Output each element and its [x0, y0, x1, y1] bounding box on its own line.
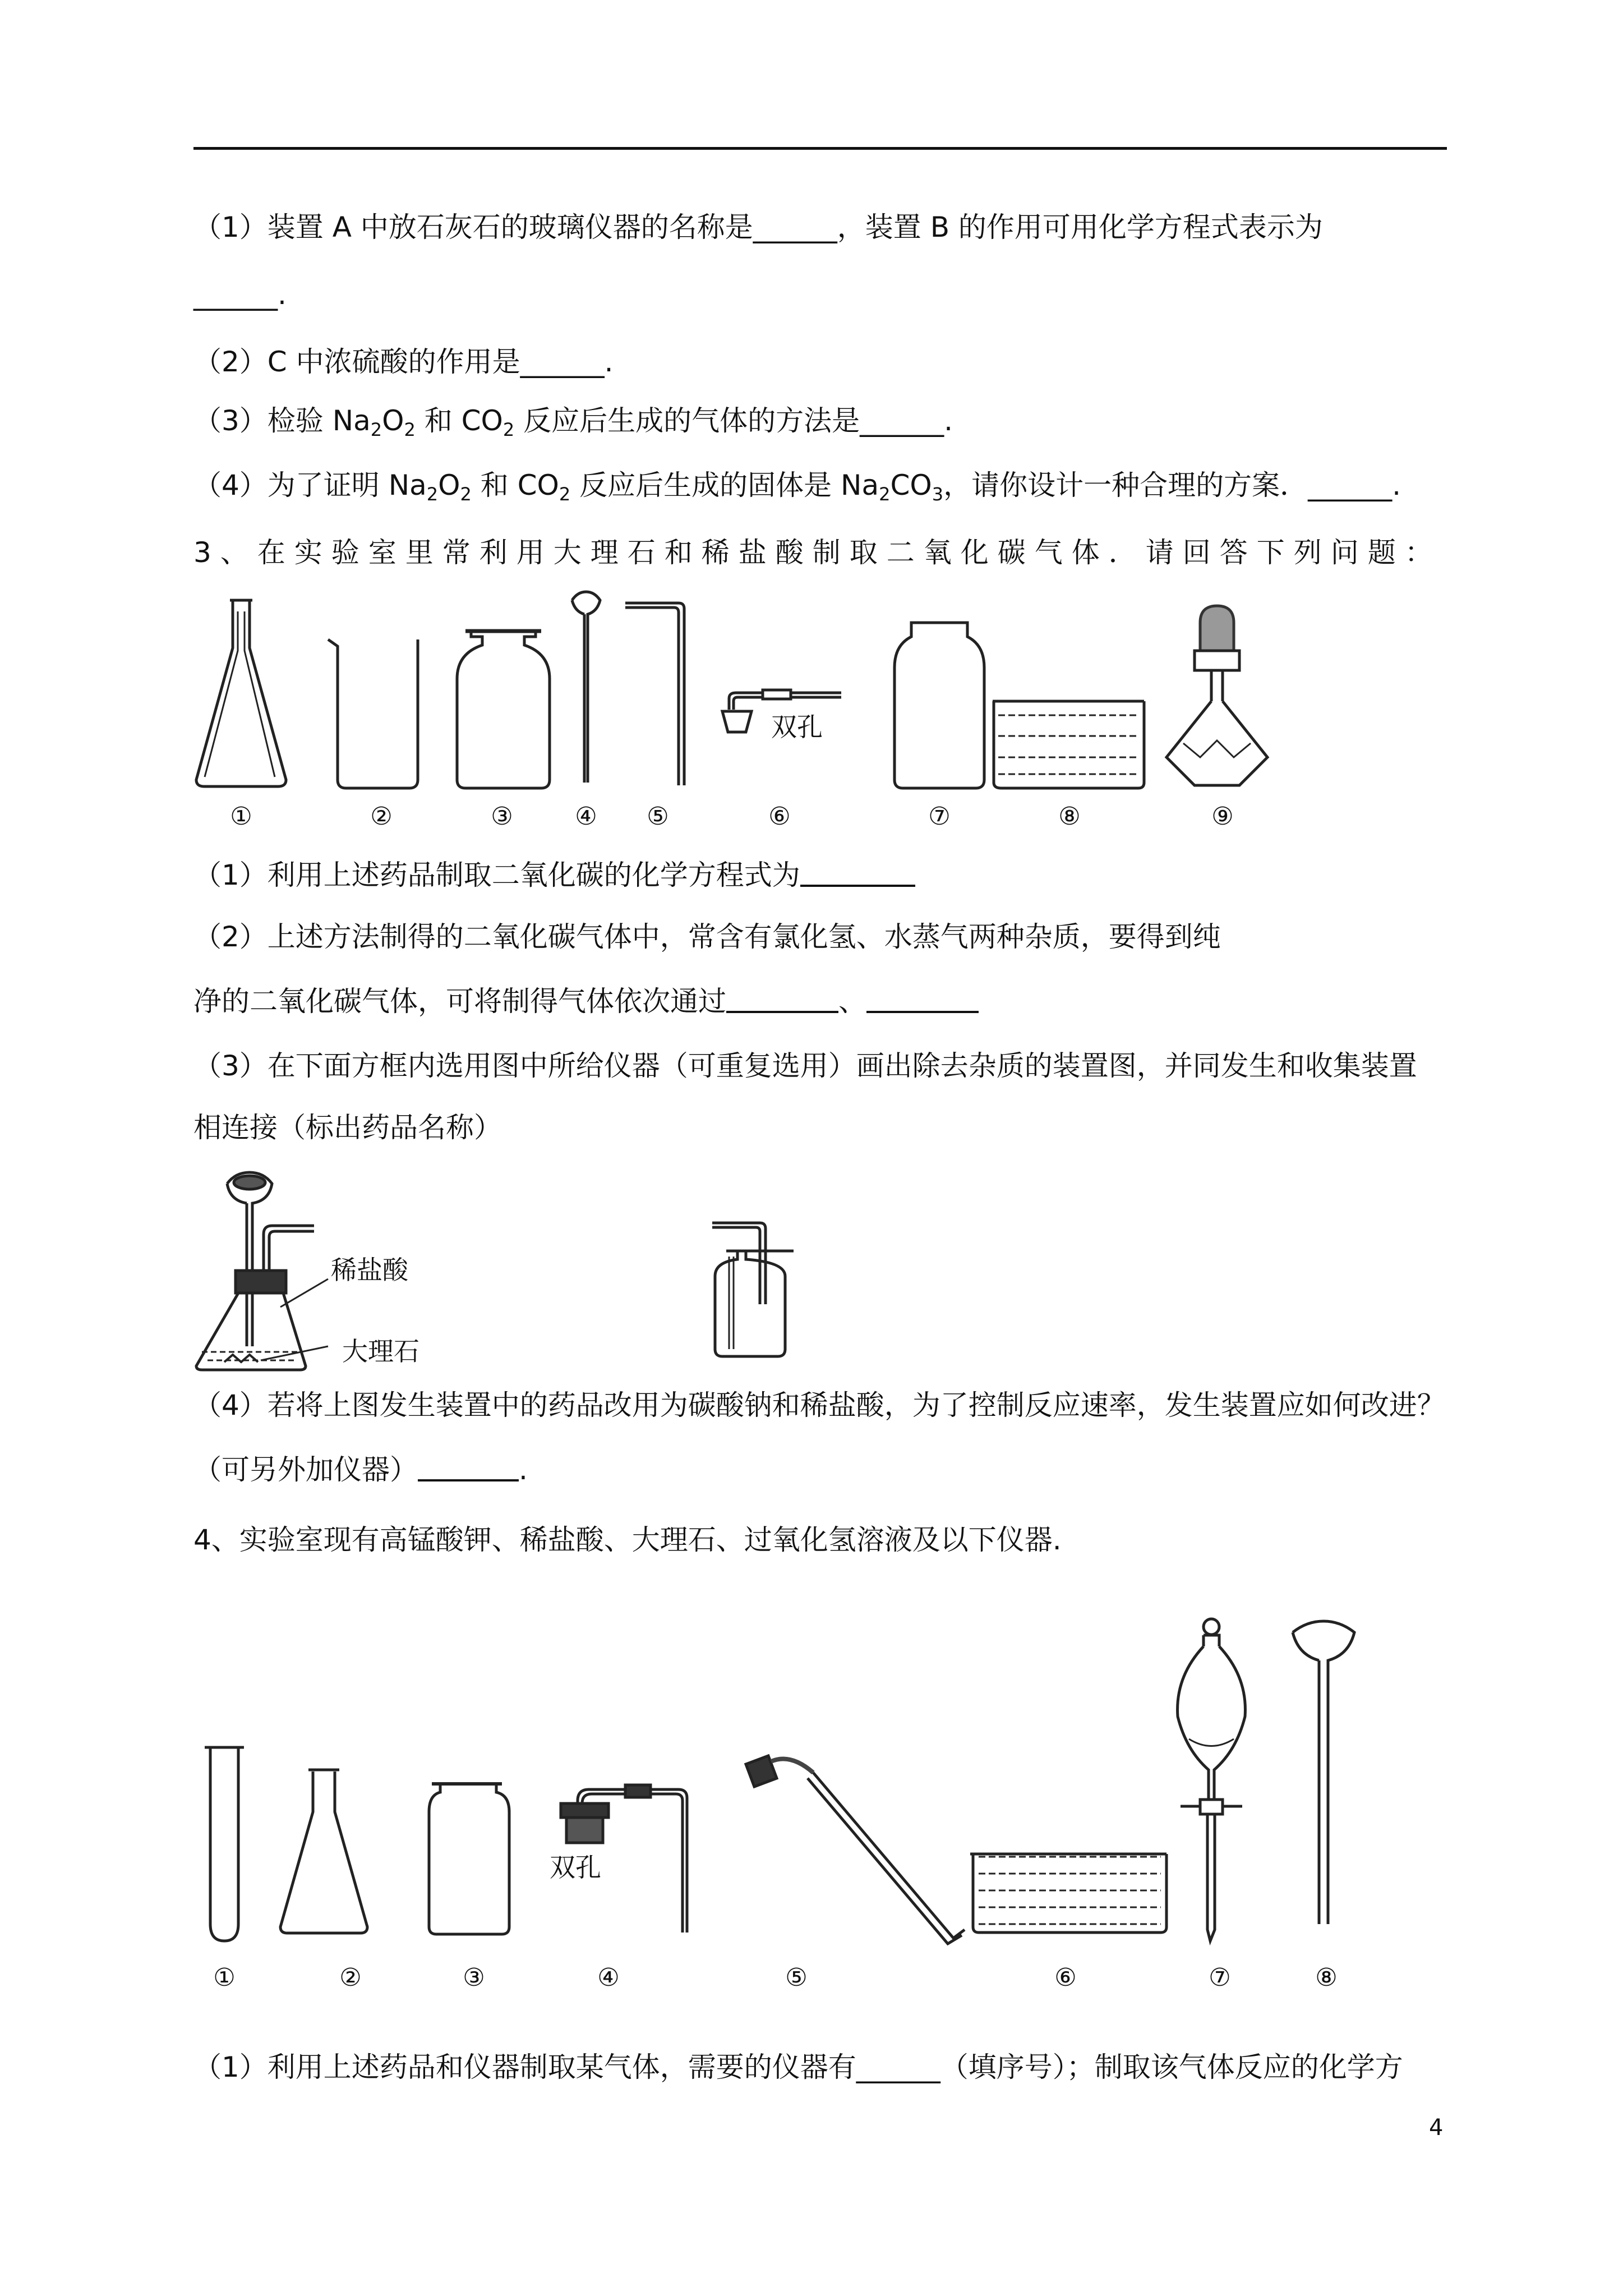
- q4-label-5: ⑤: [785, 1963, 808, 1992]
- q2-line-1a: （1）装置 A 中放石灰石的玻璃仪器的名称是______，装置 B 的作用可用化学方程式表示为: [193, 211, 1323, 243]
- test-tube-icon: [205, 1747, 244, 1941]
- q2-line-2: （2）C 中浓硫酸的作用是______.: [193, 346, 614, 378]
- q3-label-4: ④: [575, 802, 597, 831]
- q3-label-1: ①: [230, 802, 252, 831]
- beaker-icon: [328, 639, 418, 788]
- q3-p4b: （可另外加仪器） .: [193, 1453, 528, 1486]
- q3-p2a: （2）上述方法制得的二氧化碳气体中，常含有氯化氢、水蒸气两种杂质，要得到纯: [193, 921, 1221, 953]
- q2-line-3: （3）检验 $Na_2O_2$ 和 $CO_2$ 反应后生成的气体的方法是______.: [193, 404, 953, 440]
- double-hole-label: 双孔: [771, 712, 823, 742]
- q4-intro: 4、实验室现有高锰酸钾、稀盐酸、大理石、过氧化氢溶液及以下仪器.: [193, 1524, 1062, 1556]
- double-hole-label: 双孔: [550, 1852, 601, 1883]
- separatory-funnel-icon: [1178, 1619, 1246, 1941]
- q3-label-5: ⑤: [647, 802, 669, 831]
- water-trough-icon: [993, 701, 1144, 788]
- rubber-tube-and-bent-tube-icon: [746, 1756, 965, 1944]
- q3-p2b: 净的二氧化碳气体，可将制得气体依次通过 、: [193, 984, 979, 1018]
- conical-flask-icon: [280, 1770, 367, 1933]
- answer-blank: [800, 861, 915, 887]
- q2-line-4: （4）为了证明 $Na_2O_2$ 和 $CO_2$ 反应后生成的固体是 $Na_2CO_3$，请你设计一种合理的方案．______.: [193, 469, 1401, 505]
- q4-label-4: ④: [597, 1963, 620, 1992]
- long-neck-funnel-icon: [1293, 1621, 1354, 1924]
- q4-label-3: ③: [463, 1963, 485, 1992]
- q3-intro: 3、在实验室里常利用大理石和稀盐酸制取二氧化碳气体．请回答下列问题：: [193, 536, 1442, 569]
- q4-apparatus-figure: [191, 1621, 1481, 2003]
- q3-label-6: ⑥: [768, 802, 791, 831]
- q3-label-8: ⑧: [1058, 802, 1081, 831]
- q4-p1: （1）利用上述药品和仪器制取某气体，需要的仪器有______（填序号）；制取该气体反应的化学方: [193, 2051, 1403, 2083]
- reagent-bottle-icon: [895, 623, 984, 788]
- q3-p3b: 相连接（标出药品名称）: [193, 1111, 502, 1144]
- q3-label-2: ②: [370, 802, 393, 831]
- answer-blank: [866, 987, 979, 1013]
- q3-apparatus-figure: [191, 589, 1312, 830]
- answer-blank: [726, 987, 838, 1013]
- q4-label-8: ⑧: [1315, 1963, 1338, 1992]
- q3-p4a: （4）若将上图发生装置中的药品改用为碳酸钠和稀盐酸，为了控制反应速率，发生装置应如何改进？: [193, 1389, 1445, 1421]
- header-rule: [193, 147, 1447, 150]
- gas-jar-icon: [429, 1784, 509, 1934]
- gas-jar-icon: [457, 631, 550, 788]
- q3-label-3: ③: [491, 802, 513, 831]
- q4-label-6: ⑥: [1054, 1963, 1077, 1992]
- q3-p3a: （3）在下面方框内选用图中所给仪器（可重复选用）画出除去杂质的装置图，并同发生和收集装置: [193, 1050, 1417, 1082]
- bent-glass-tube-icon: [625, 603, 684, 785]
- acid-label: 稀盐酸: [331, 1255, 408, 1285]
- marble-label: 大理石: [342, 1336, 419, 1366]
- funnel-flask-apparatus-icon: [196, 1172, 328, 1370]
- alcohol-lamp-icon: [1166, 606, 1267, 785]
- q4-label-1: ①: [213, 1963, 236, 1992]
- q4-label-2: ②: [339, 1963, 362, 1992]
- collection-bottle-icon: [712, 1223, 794, 1356]
- page-number: 4: [1429, 2115, 1444, 2141]
- q3-label-9: ⑨: [1211, 802, 1234, 831]
- q2-line-1b: ______.: [193, 278, 287, 311]
- conical-flask-icon: [196, 600, 286, 786]
- q3-label-7: ⑦: [928, 802, 951, 831]
- q3-p1: （1）利用上述药品制取二氧化碳的化学方程式为: [193, 858, 915, 892]
- water-trough-icon: [970, 1854, 1166, 1932]
- answer-blank: [418, 1456, 519, 1481]
- long-neck-funnel-icon: [572, 592, 600, 783]
- q3-generation-apparatus: [191, 1167, 864, 1380]
- q4-label-7: ⑦: [1209, 1963, 1231, 1992]
